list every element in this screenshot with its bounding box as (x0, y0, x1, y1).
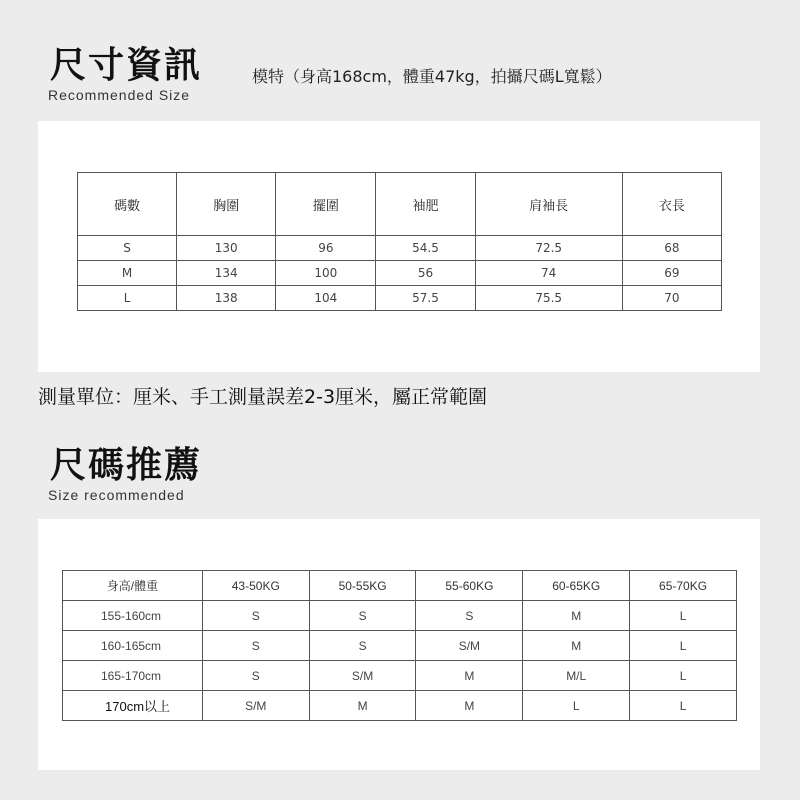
recommend-table-header: 身高/體重 (63, 571, 203, 601)
size-table-header: 胸圍 (177, 173, 276, 236)
table-cell: S (202, 661, 309, 691)
table-cell: S/M (202, 691, 309, 721)
table-cell: 72.5 (475, 236, 622, 261)
table-cell: M (523, 601, 630, 631)
table-cell: 130 (177, 236, 276, 261)
row-label: 170cm以上 (63, 691, 203, 721)
table-cell: 69 (622, 261, 721, 286)
table-cell: S/M (416, 631, 523, 661)
recommend-table-header: 50-55KG (309, 571, 416, 601)
table-cell: L (630, 661, 737, 691)
row-label: 160-165cm (63, 631, 203, 661)
table-cell: L (78, 286, 177, 311)
table-cell: 68 (622, 236, 721, 261)
table-cell: 70 (622, 286, 721, 311)
table-cell: 104 (276, 286, 376, 311)
table-cell: 96 (276, 236, 376, 261)
recommend-table-header: 60-65KG (523, 571, 630, 601)
recommend-table-panel (38, 519, 760, 770)
section-subtitle-size-recommend: Size recommended (48, 487, 185, 503)
table-row (78, 286, 722, 311)
table-cell: 138 (177, 286, 276, 311)
size-table-header: 碼數 (78, 173, 177, 236)
table-cell: 56 (376, 261, 475, 286)
table-row (78, 236, 722, 261)
table-cell: 134 (177, 261, 276, 286)
recommend-table-header-row (63, 571, 737, 601)
table-cell: M/L (523, 661, 630, 691)
table-row (63, 601, 737, 631)
table-cell: S (78, 236, 177, 261)
table-cell: L (630, 691, 737, 721)
recommend-table-header: 55-60KG (416, 571, 523, 601)
table-cell: M (416, 661, 523, 691)
section-title-size-recommend: 尺碼推薦 (50, 445, 203, 486)
table-cell: 54.5 (376, 236, 475, 261)
table-cell: 75.5 (475, 286, 622, 311)
table-cell: S (309, 631, 416, 661)
row-label: 155-160cm (63, 601, 203, 631)
table-cell: M (78, 261, 177, 286)
table-cell: M (416, 691, 523, 721)
table-cell: S (202, 601, 309, 631)
size-table (77, 172, 722, 311)
model-note: 模特（身高168cm，體重47kg，拍攝尺碼L寬鬆） (252, 67, 612, 86)
recommend-table-header: 43-50KG (202, 571, 309, 601)
measurement-note: 測量單位：厘米、手工測量誤差2-3厘米，屬正常範圍 (38, 386, 488, 408)
size-table-header: 袖肥 (376, 173, 475, 236)
section-subtitle-size-info: Recommended Size (48, 87, 191, 103)
table-row (63, 661, 737, 691)
recommend-table-header: 65-70KG (630, 571, 737, 601)
table-cell: L (630, 631, 737, 661)
size-table-header: 衣長 (622, 173, 721, 236)
table-cell: S/M (309, 661, 416, 691)
table-cell: S (309, 601, 416, 631)
table-row (63, 631, 737, 661)
table-cell: S (202, 631, 309, 661)
table-cell: 74 (475, 261, 622, 286)
size-table-header-row (78, 173, 722, 236)
recommend-table (62, 570, 737, 721)
table-cell: M (309, 691, 416, 721)
table-cell: 57.5 (376, 286, 475, 311)
table-row (63, 691, 737, 721)
table-cell: S (416, 601, 523, 631)
table-row (78, 261, 722, 286)
table-cell: L (630, 601, 737, 631)
table-cell: M (523, 631, 630, 661)
row-label: 165-170cm (63, 661, 203, 691)
table-cell: L (523, 691, 630, 721)
size-table-header: 擺圍 (276, 173, 376, 236)
table-cell: 100 (276, 261, 376, 286)
size-table-header: 肩袖長 (475, 173, 622, 236)
size-table-panel (38, 121, 760, 372)
section-title-size-info: 尺寸資訊 (50, 45, 203, 86)
